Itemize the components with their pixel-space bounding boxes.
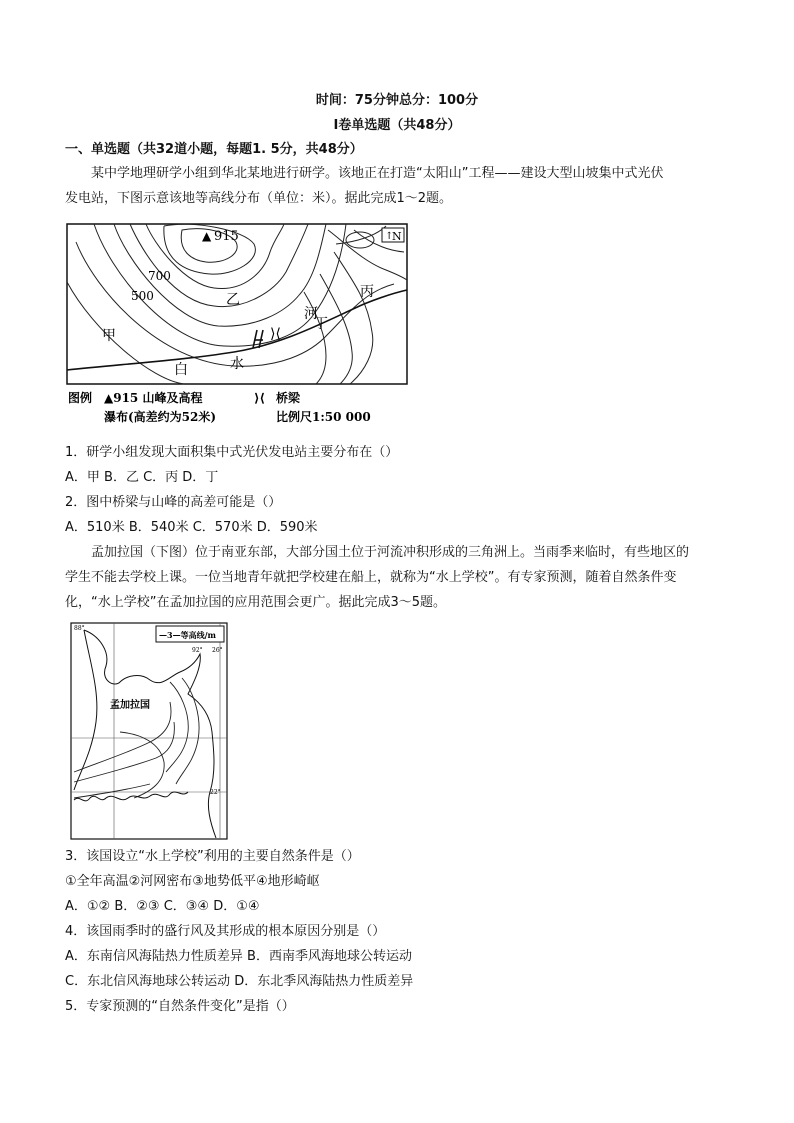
intro-paragraph-line: 发电站，下图示意该地等高线分布（单位：米）。据此完成1～2题。: [65, 191, 453, 206]
label-bing: 丙: [360, 284, 374, 300]
legend-waterfall: 瀑布(高差约为52米): [104, 410, 217, 424]
river-char: 河: [304, 306, 318, 322]
question-4-options: C．东北信风海地球公转运动 D．东北季风海陆热力性质差异: [65, 974, 414, 989]
label-jia: 甲: [102, 328, 116, 344]
question-3: 3．该国设立“水上学校”利用的主要自然条件是（）: [65, 849, 360, 864]
label-ding: 丁: [314, 316, 328, 332]
legend-bridge: 桥梁: [276, 391, 301, 405]
question-5: 5．专家预测的“自然条件变化”是指（）: [65, 999, 295, 1014]
north-arrow-icon: ↑: [385, 231, 394, 242]
question-1-options: A．甲 B．乙 C．丙 D．丁: [65, 470, 219, 485]
part-heading: 一、单选题（共32道小题，每题1. 5分，共48分）: [65, 142, 363, 157]
contour-label-500: 500: [131, 289, 154, 303]
question-2-options: A．510米 B．540米 C．570米 D．590米: [65, 520, 318, 535]
map2-legend: —3—等高线/m: [159, 630, 216, 640]
intro2-line: 学生不能去学校上课。一位当地青年就把学校建在船上，就称为“水上学校”。有专家预测，随着自然条件变: [65, 570, 677, 585]
question-3-options: A．①② B．②③ C．③④ D．①④: [65, 899, 260, 914]
legend-scale: 比例尺1:50 000: [276, 410, 371, 424]
legend-bridge-icon: ⟩⟨: [254, 391, 265, 405]
lat-label: 26°: [212, 647, 223, 654]
contour-map: [64, 222, 410, 427]
section-title: I卷单选题（共48分）: [333, 118, 461, 133]
river-char: 白: [174, 362, 188, 378]
label-yi: 乙: [226, 292, 240, 308]
question-4-options: A．东南信风海陆热力性质差异 B．西南季风海地球公转运动: [65, 949, 412, 964]
question-2: 2．图中桥梁与山峰的高差可能是（）: [65, 495, 282, 510]
legend-peak: ▲915 山峰及高程: [104, 391, 203, 405]
peak-elevation-label: 915: [214, 229, 239, 244]
intro2-line: 孟加拉国（下图）位于南亚东部，大部分国土位于河流冲积形成的三角洲上。当雨季来临时，有些地区的: [91, 545, 690, 560]
country-label: 孟加拉国: [110, 700, 150, 711]
river-char: 水: [230, 356, 244, 372]
question-3-items: ①全年高温②河网密布③地势低平④地形崎岖: [65, 874, 320, 889]
lon-label: 88°: [74, 625, 85, 632]
question-1: 1．研学小组发现大面积集中式光伏发电站主要分布在（）: [65, 445, 399, 460]
peak-triangle-icon: ▲: [202, 229, 212, 243]
bridge-icon: ⟩⟨: [270, 326, 281, 342]
contour-label-700: 700: [148, 269, 171, 283]
bangladesh-map: [70, 622, 228, 840]
legend-title: 图例: [68, 391, 93, 405]
lon-label: 92°: [192, 647, 203, 654]
intro2-line: 化，“水上学校”在孟加拉国的应用范围会更广。据此完成3～5题。: [65, 595, 447, 610]
intro-paragraph-line: 某中学地理研学小组到华北某地进行研学。该地正在打造“太阳山”工程——建设大型山坡集中式光伏: [91, 166, 664, 181]
exam-time-line: 时间：75分钟总分：100分: [315, 93, 479, 108]
question-4: 4．该国雨季时的盛行风及其形成的根本原因分别是（）: [65, 924, 386, 939]
north-label: N: [392, 230, 402, 243]
lat-label: 22°: [210, 789, 221, 796]
